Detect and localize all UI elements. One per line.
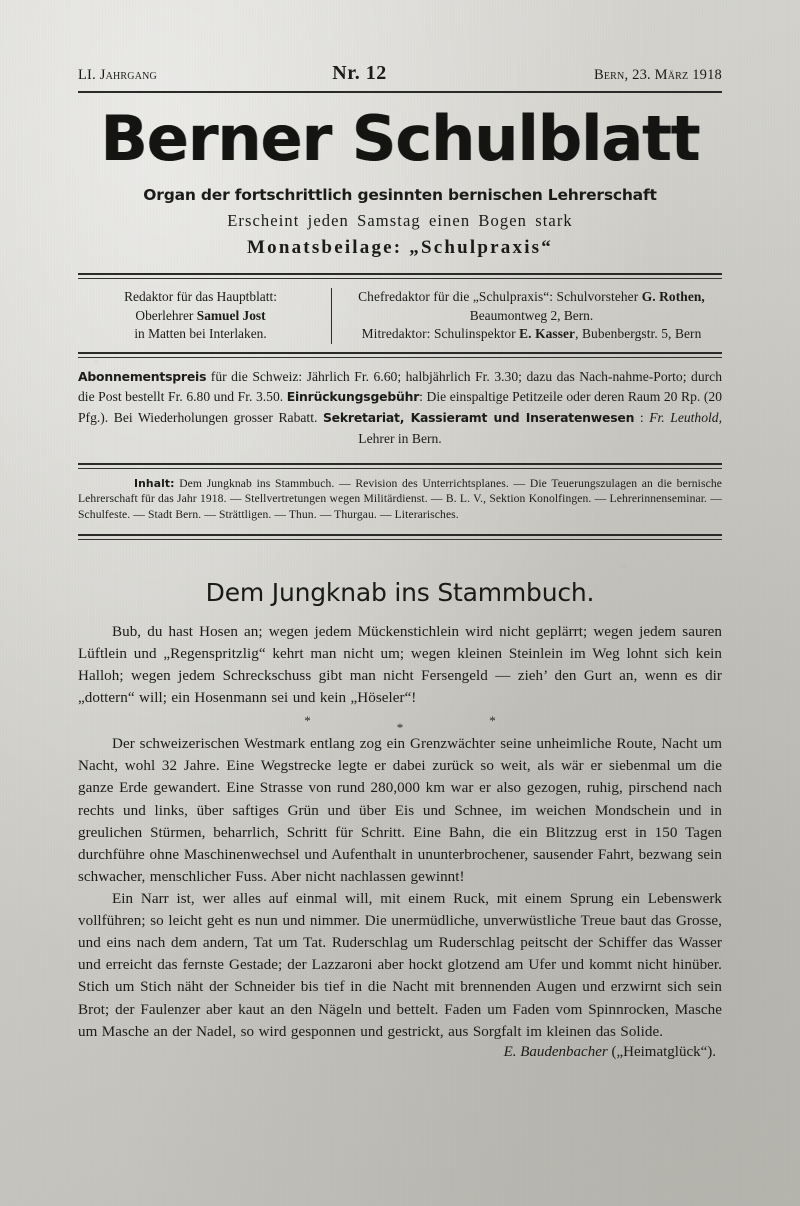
masthead-topline — [78, 0, 722, 85]
rule-heavy-4 — [78, 534, 722, 536]
editors-box-divider — [331, 288, 332, 344]
subscription-price-label: Abonnementspreis — [78, 368, 207, 384]
contents-text: Dem Jungknab ins Stammbuch. — Revision des Unterrichtsplanes. — Die Teuerungszulagen an die bernische Lehrerschaft für das Jahr 1918. — Stellvertretungen wegen Militärdienst. — B. L. V., Sektion Konolfingen. — Lehrerinnenseminar. — Schulfeste. — Stadt Bern. — Strättligen. — Thun. — Thurgau. — Literarisches. — [78, 476, 722, 521]
table-of-contents — [78, 476, 722, 522]
volume-label: LI. Jahrgang — [78, 67, 157, 83]
subscription-price-block — [78, 367, 722, 450]
advertising-fee-text: : Die einspaltige Petitzeile oder deren Raum 20 Rp. (20 Pfg.). Bei Wiederholungen grosser Rabatt. — [78, 389, 722, 426]
asterisk-middle: * — [396, 720, 404, 736]
main-editor-name: Samuel Jost — [196, 307, 266, 323]
contents-label: Inhalt: — [134, 476, 175, 490]
advertising-fee-label: Einrückungsgebühr — [286, 389, 420, 405]
masthead-subtitle-organ: Organ der fortschrittlich gesinnten bernischen Lehrerschaft — [143, 186, 657, 205]
author-source: („Heimatglück“). — [607, 1043, 716, 1060]
rule-heavy-2 — [78, 352, 722, 354]
issue-number: Nr. 12 — [332, 62, 387, 84]
contents-rules — [78, 534, 722, 540]
asterisk-left: * — [304, 713, 311, 729]
chief-editor-address: Beaumontweg 2, Bern. — [469, 307, 594, 323]
place-and-date: Bern, 23. März 1918 — [594, 67, 722, 83]
chief-editor-line — [341, 288, 722, 307]
secretariat-separator: : — [634, 410, 650, 426]
editor-column-supplement — [341, 288, 722, 344]
editors-box-rules — [78, 352, 722, 358]
editor-column-main — [78, 288, 331, 344]
editors-box — [78, 288, 722, 344]
secretariat-role: Lehrer in Bern. — [358, 430, 442, 446]
main-editor-heading: Redaktor für das Hauptblatt: — [124, 289, 277, 305]
main-editor-name-line — [78, 307, 323, 326]
co-editor-role: Mitredaktor: Schulinspektor — [361, 326, 520, 342]
masthead-bottom-rules — [78, 273, 722, 279]
co-editor-line — [341, 325, 722, 344]
rule-heavy-1 — [78, 273, 722, 275]
section-separator-asterisks — [78, 713, 722, 736]
author-name: E. Baudenbacher — [503, 1043, 608, 1060]
chief-editor-role: Chefredaktor für die „Schulpraxis“: Schulvorsteher — [358, 289, 642, 305]
rule-heavy-3 — [78, 463, 722, 465]
rule-thin-3 — [78, 468, 722, 469]
price-block-rules — [78, 463, 722, 469]
page-title: Berner Schulblatt — [100, 102, 700, 175]
co-editor-name: E. Kasser — [519, 326, 576, 342]
co-editor-address: , Bubenbergstr. 5, Bern — [575, 326, 702, 342]
secretariat-person: Fr. Leuthold, — [649, 410, 722, 426]
masthead-top-rule — [78, 91, 722, 93]
article-signature — [78, 1044, 722, 1061]
rule-thin-4 — [78, 539, 722, 540]
article-title: Dem Jungknab ins Stammbuch. — [205, 577, 595, 607]
masthead-subtitle-supplement: Monatsbeilage: „Schulpraxis“ — [247, 237, 553, 259]
subscription-price-text: für die Schweiz: Jährlich Fr. 6.60; halbjährlich Fr. 3.30; dazu das Nach-nahme-Porto; durch die Post bestellt Fr. 6.80 und Fr. 3.50. — [78, 368, 722, 405]
rule-thin-1 — [78, 278, 722, 279]
chief-editor-name: G. Rothen, — [641, 289, 705, 305]
rule-thin-2 — [78, 357, 722, 358]
main-editor-address: in Matten bei Interlaken. — [134, 326, 267, 342]
main-editor-role: Oberlehrer — [135, 307, 197, 323]
asterisk-right: * — [489, 713, 496, 729]
secretariat-label: Sekretariat, Kassieramt und Inseratenwesen — [322, 410, 635, 426]
article-paragraph-3: Ein Narr ist, wer alles auf einmal will, mit einem Ruck, mit einem Sprung ein Lebenswerk vollführen; so leicht geht es nun und nimmer. Die unermüdliche, unverwüstliche Treue baut das Grosse, und eins nach dem andern, Tat um Tat. Ruderschlag um Ruderschlag peitscht der Schiffer das Wasser und erreicht das fernste Gestade; der Lazzaroni aber hockt glotzend am Ufer und kommt nicht hinüber. Stich um Stich näht der Schneider bis tief in die Nacht mit brennenden Augen und erzwirnt sich sein Brot; der Faulenzer aber kaut an den Nägeln und bettelt. Faden um Faden vom Spinnrocken, Masche um Masche an der Nadel, so wird gesponnen und gestrickt, aus Sorgfalt im kleinen das Solide. — [78, 890, 722, 1040]
article-paragraph-1: Bub, du hast Hosen an; wegen jedem Mückenstichlein wird nicht geplärrt; wegen jedem sauren Lüftlein und „Regenspritzlig“ kehrt man nicht um; wegen kleinen Steinlein im Weg lohnt sich kein Halloh; wegen jedem Schreckschuss gibt man nicht Fersengeld — zieh’ den Gurt an, wenn es dir „dottern“ will; ein Hosenmann sei und kein „Höseler“! — [78, 623, 722, 707]
article-paragraph-2: Der schweizerischen Westmark entlang zog ein Grenzwächter seine unheimliche Route, Nacht um Nacht, wohl 32 Jahre. Eine Wegstrecke legte er dabei zurück so weit, als wär er siebenmal um die ganze Erde gewandert. Eine Strasse von rund 280,000 km war er also gezogen, ruhig, pirschend nach rechts und links, über saftiges Grün und über Eis und Schnee, im weichen Mondschein und in greulichen Stürmen, beharrlich, Schritt für Schritt. Eine Bahn, die ein Blitzzug erst in 150 Tagen durchführe ohne Maschinenwechsel und Aufenthalt in ununterbrochener, sausender Fahrt, bezwang sein schwacher, menschlicher Fuss. Aber nicht nachlassen gewinnt! — [78, 736, 722, 885]
masthead-subtitle-frequency: Erscheint jeden Samstag einen Bogen stark — [227, 211, 573, 231]
